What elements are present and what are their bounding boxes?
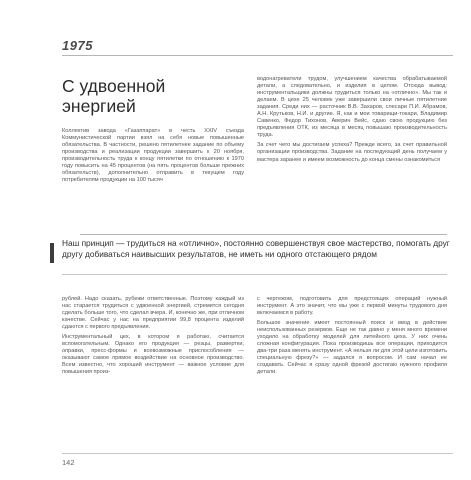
paragraph: рублей. Надо сказать, рубежи ответственные. Поэтому каждый из нас старается трудиться с удвоенной энергией, стремится сегодня сделать больше того, что сделал вчера. И, конечно же, при отличном качестве. Сейчас у нас на предприятии 99,8 процента изделий сдаются с первого предъявления. [62,296,244,331]
paragraph: с чертежом, подготовить для предстоящих операций нужный инструмент. А это значит, что мы уже с первой минуты трудового дня включаемся в работу. [257,296,447,317]
quote-marker-bar [50,243,54,263]
column-left-bottom [62,296,244,380]
article-title: С удвоенной энергией [62,76,166,116]
header-divider [62,55,453,56]
column-right-top [257,76,447,167]
paragraph: Коллектив завода «Газаппарат» в честь XXIV съезда Коммунистической партии взял на себя новые повышенные обязательства. В частности, решено пятилетнее задание по объему производства и реализации продукции завершить к 20 ноября, производительность труда к концу пятилетки по отношению к 1970 году повысить на 45 процентов (на пять процентов больше прежних обязательств), дополнительно отправить в текущем году потребителям продукции на 100 тысяч [62,128,244,184]
year-heading: 1975 [62,38,93,53]
column-right-bottom [257,296,447,380]
quote-bottom-divider [62,274,447,275]
quote-top-divider [80,234,447,235]
paragraph: водонагреватели трудом, улучшением качества обрабатываемой детали, а следовательно, и изделия в целом. Отсюда вывод: инструментальщики должны трудиться только на «отлично». Мы так и делаем. В цехе 25 человек уже завершили свои личные пятилетние задания. Среди них — расточник В.В. Захаров, слесари П.И. Абрамов, А.Н. Крутьков, Н.И. и другие. Я, как и мои товарищи-токари, Владимир Савенко, Федор Тихонов, Аверин Вейс, сдаю свою продукцию без предъявления ОТК, из месяца в месяц повышаю производительность труда. [257,76,447,139]
pull-quote [62,234,450,260]
footer-divider [62,453,453,454]
pull-quote-text: Наш принцип — трудиться на «отлично», постоянно совершенствуя свое мастерство, помогать друг другу добиваться наивысших результатов, не иметь ни одного отстающего рядом [62,238,450,260]
paragraph: Большое значение имеет постоянный поиск и ввод в действие неиспользованных резервов. Еще не так давно у меня много времени уходило на обработку моделей для литейного цеха. У них очень сложная конфигурация. Пока производишь все операции, приходится два-три раза менять инструмент. «А нельзя ли для этой цели изготовить специальную фрезу?» — задался я вопросом. И сам начал ее создавать. Сейчас я сразу одной фрезой достигаю нужного профиля детали. [257,320,447,376]
column-left-top [62,128,244,187]
paragraph: Инструментальный цех, в котором я работаю, считается вспомогательным. Однако его продукция — резцы, развертки, оправки, пресс-формы и всевозможные приспособления — оказывают самое прямое воздействие на основное производство. Всем известно, что хороший инструмент — важное условие для повышения произ- [62,334,244,376]
paragraph: За счет чего мы достигаем успеха? Прежде всего, за счет правильной организации производства. Задание на последующий день получаем у мастера заранее и имеем возможность до конца смены ознакомиться [257,142,447,163]
page-number: 142 [62,458,75,467]
